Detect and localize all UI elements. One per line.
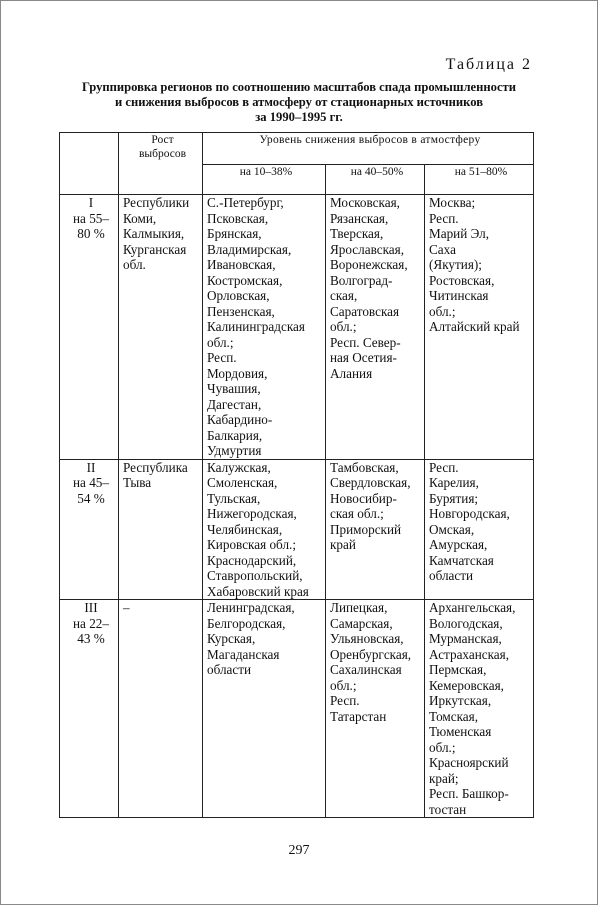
growth-header-line-1: Рост	[151, 134, 174, 146]
title-line-2: и снижения выбросов в атмосферу от стационарных источников	[114, 95, 484, 109]
cell-line: Владимирская,	[207, 241, 292, 257]
cell-line: Амурская,	[429, 537, 488, 552]
cell-line: Респ.	[429, 459, 459, 475]
range-header-1: на 10–38%	[203, 165, 326, 195]
cell-line: Сахалинская	[330, 662, 402, 677]
regions-table	[59, 132, 534, 818]
cell-line: Дагестан,	[207, 396, 262, 412]
cell-line: Костромская,	[207, 272, 283, 288]
cell-line: обл.;	[207, 334, 234, 350]
cell-line: Омская,	[429, 521, 475, 537]
cell-line: Белгородская,	[207, 615, 286, 631]
cell-line: 80 %	[77, 226, 105, 241]
cell-line: Самарская,	[330, 615, 393, 631]
cell-line: Рязанская,	[330, 210, 389, 226]
cell-line: Республика	[123, 459, 188, 475]
cell-line: обл.;	[429, 303, 456, 319]
cell-line: Марий Эл,	[429, 226, 489, 241]
cell-line: Курганская	[123, 241, 187, 257]
cell-line: Кабардино-	[207, 412, 273, 427]
cell-line: Карелия,	[429, 475, 479, 490]
cell-line: Тульская,	[207, 490, 261, 506]
cell-line: Балкария,	[207, 427, 263, 443]
range-2-cell	[326, 195, 425, 460]
cell-line: Чувашия,	[207, 381, 261, 396]
growth-header-line-2: выбросов	[138, 148, 187, 160]
cell-line: Респ.	[429, 210, 459, 226]
reduction-level-header: Уровень снижения выбросов в атмостферу	[203, 133, 534, 165]
table-row	[60, 600, 534, 818]
group-header-cell	[60, 133, 119, 195]
cell-line: Ростовская,	[429, 272, 495, 288]
cell-line: Коми,	[123, 210, 157, 226]
cell-line: –	[123, 600, 130, 615]
cell-line: Магаданская	[207, 646, 280, 662]
title-line-3: за 1990–1995 гг.	[255, 110, 343, 124]
cell-line: Респ.	[207, 350, 237, 365]
table-row	[60, 459, 534, 600]
page-number: 297	[288, 843, 310, 858]
cell-line: Респ. Башкор-	[429, 786, 509, 801]
cell-line: Орловская,	[207, 288, 270, 303]
cell-line: Калужская,	[207, 459, 271, 475]
cell-line: Краснодарский,	[207, 552, 297, 568]
cell-line: Вологодская,	[429, 615, 503, 631]
cell-line: Архангельская,	[429, 600, 516, 615]
cell-line: Ярославская,	[330, 241, 405, 257]
cell-line: Томская,	[429, 708, 479, 724]
cell-line: Тыва	[123, 475, 152, 490]
cell-line: Калмыкия,	[123, 226, 185, 241]
group-cell	[60, 195, 119, 460]
cell-line: Мордовия,	[207, 365, 268, 381]
cell-line: Калининградская	[207, 319, 305, 334]
cell-line: Кемеровская,	[429, 677, 504, 693]
cell-line: Саха	[429, 241, 456, 257]
cell-line: Москва;	[429, 195, 476, 210]
group-cell	[60, 459, 119, 600]
cell-line: Челябинская,	[207, 521, 283, 537]
header-row	[60, 133, 534, 165]
cell-line: Кировская обл.;	[207, 537, 296, 552]
cell-line: Республики	[123, 195, 190, 210]
cell-line: на 22–	[73, 615, 109, 631]
cell-line: С.-Петербург,	[207, 195, 284, 210]
cell-line: Свердловская,	[330, 475, 411, 490]
growth-cell	[119, 600, 203, 818]
cell-line: Тюменская	[429, 724, 492, 739]
cell-line: I	[88, 195, 94, 210]
cell-line: обл.;	[330, 677, 357, 693]
cell-line: обл.;	[429, 739, 456, 755]
cell-line: Воронежская,	[330, 257, 408, 272]
cell-line: II	[86, 459, 96, 475]
range-3-cell	[425, 600, 534, 818]
cell-line: Читинская	[429, 288, 489, 303]
cell-line: Алания	[330, 365, 373, 381]
cell-line: III	[84, 600, 98, 615]
range-1-cell	[203, 195, 326, 460]
range-2-cell	[326, 459, 425, 600]
cell-line: Бурятия;	[429, 490, 479, 506]
table-row	[60, 195, 534, 460]
cell-line: Нижегородская,	[207, 506, 297, 521]
cell-line: Камчатская	[429, 552, 494, 568]
title-line-1: Группировка регионов по соотношению масштабов спада промышленности	[82, 80, 516, 94]
cell-line: Пермская,	[429, 662, 487, 677]
cell-line: Смоленская,	[207, 475, 278, 490]
cell-line: Мурманская,	[429, 631, 502, 646]
cell-line: Удмуртия	[207, 443, 262, 458]
group-cell	[60, 600, 119, 818]
cell-line: Хабаровский края	[207, 583, 309, 599]
cell-line: обл.;	[330, 319, 357, 334]
cell-line: на 55–	[73, 210, 109, 226]
cell-line: Новгородская,	[429, 506, 510, 521]
cell-line: Псковская,	[207, 210, 269, 226]
cell-line: Астраханская,	[429, 646, 510, 662]
cell-line: Ленинградская,	[207, 600, 295, 615]
cell-line: Иркутская,	[429, 693, 492, 708]
cell-line: Тамбовская,	[330, 459, 399, 475]
cell-line: край	[330, 537, 356, 552]
cell-line: области	[207, 662, 252, 677]
cell-line: Алтайский край	[429, 319, 520, 334]
cell-line: Курская,	[207, 631, 256, 646]
cell-line: Московская,	[330, 195, 400, 210]
range-1-cell	[203, 600, 326, 818]
cell-line: области	[429, 568, 474, 583]
table-title	[40, 80, 558, 125]
cell-line: Пензенская,	[207, 303, 275, 319]
cell-line: край;	[429, 770, 459, 786]
cell-line: Красноярский	[429, 755, 509, 770]
cell-line: Респ.	[330, 693, 360, 708]
cell-line: 54 %	[77, 490, 105, 506]
range-1-cell	[203, 459, 326, 600]
table-label: Таблица 2	[445, 56, 532, 73]
cell-line: тостан	[429, 801, 467, 817]
cell-line: Татарстан	[330, 708, 387, 724]
range-2-cell	[326, 600, 425, 818]
cell-line: Новосибир-	[330, 490, 397, 506]
range-header-3: на 51–80%	[425, 165, 534, 195]
growth-header	[119, 133, 203, 195]
cell-line: Респ. Север-	[330, 334, 401, 350]
range-3-cell	[425, 195, 534, 460]
range-3-cell	[425, 459, 534, 600]
growth-cell	[119, 459, 203, 600]
cell-line: Липецкая,	[330, 600, 388, 615]
cell-line: (Якутия);	[429, 257, 482, 272]
cell-line: ская обл.;	[330, 506, 384, 521]
cell-line: Тверская,	[330, 226, 384, 241]
cell-line: 43 %	[77, 631, 105, 646]
cell-line: Ульяновская,	[330, 631, 404, 646]
cell-line: ская,	[330, 288, 358, 303]
range-header-2: на 40–50%	[326, 165, 425, 195]
cell-line: Приморский	[330, 521, 402, 537]
cell-line: Ивановская,	[207, 257, 276, 272]
cell-line: Волгоград-	[330, 272, 393, 288]
cell-line: Оренбургская,	[330, 646, 412, 662]
growth-cell	[119, 195, 203, 460]
cell-line: ная Осетия-	[330, 350, 397, 365]
cell-line: обл.	[123, 257, 146, 272]
cell-line: Саратовская	[330, 303, 400, 319]
cell-line: Брянская,	[207, 226, 262, 241]
cell-line: на 45–	[73, 475, 109, 490]
cell-line: Ставропольский,	[207, 568, 303, 583]
